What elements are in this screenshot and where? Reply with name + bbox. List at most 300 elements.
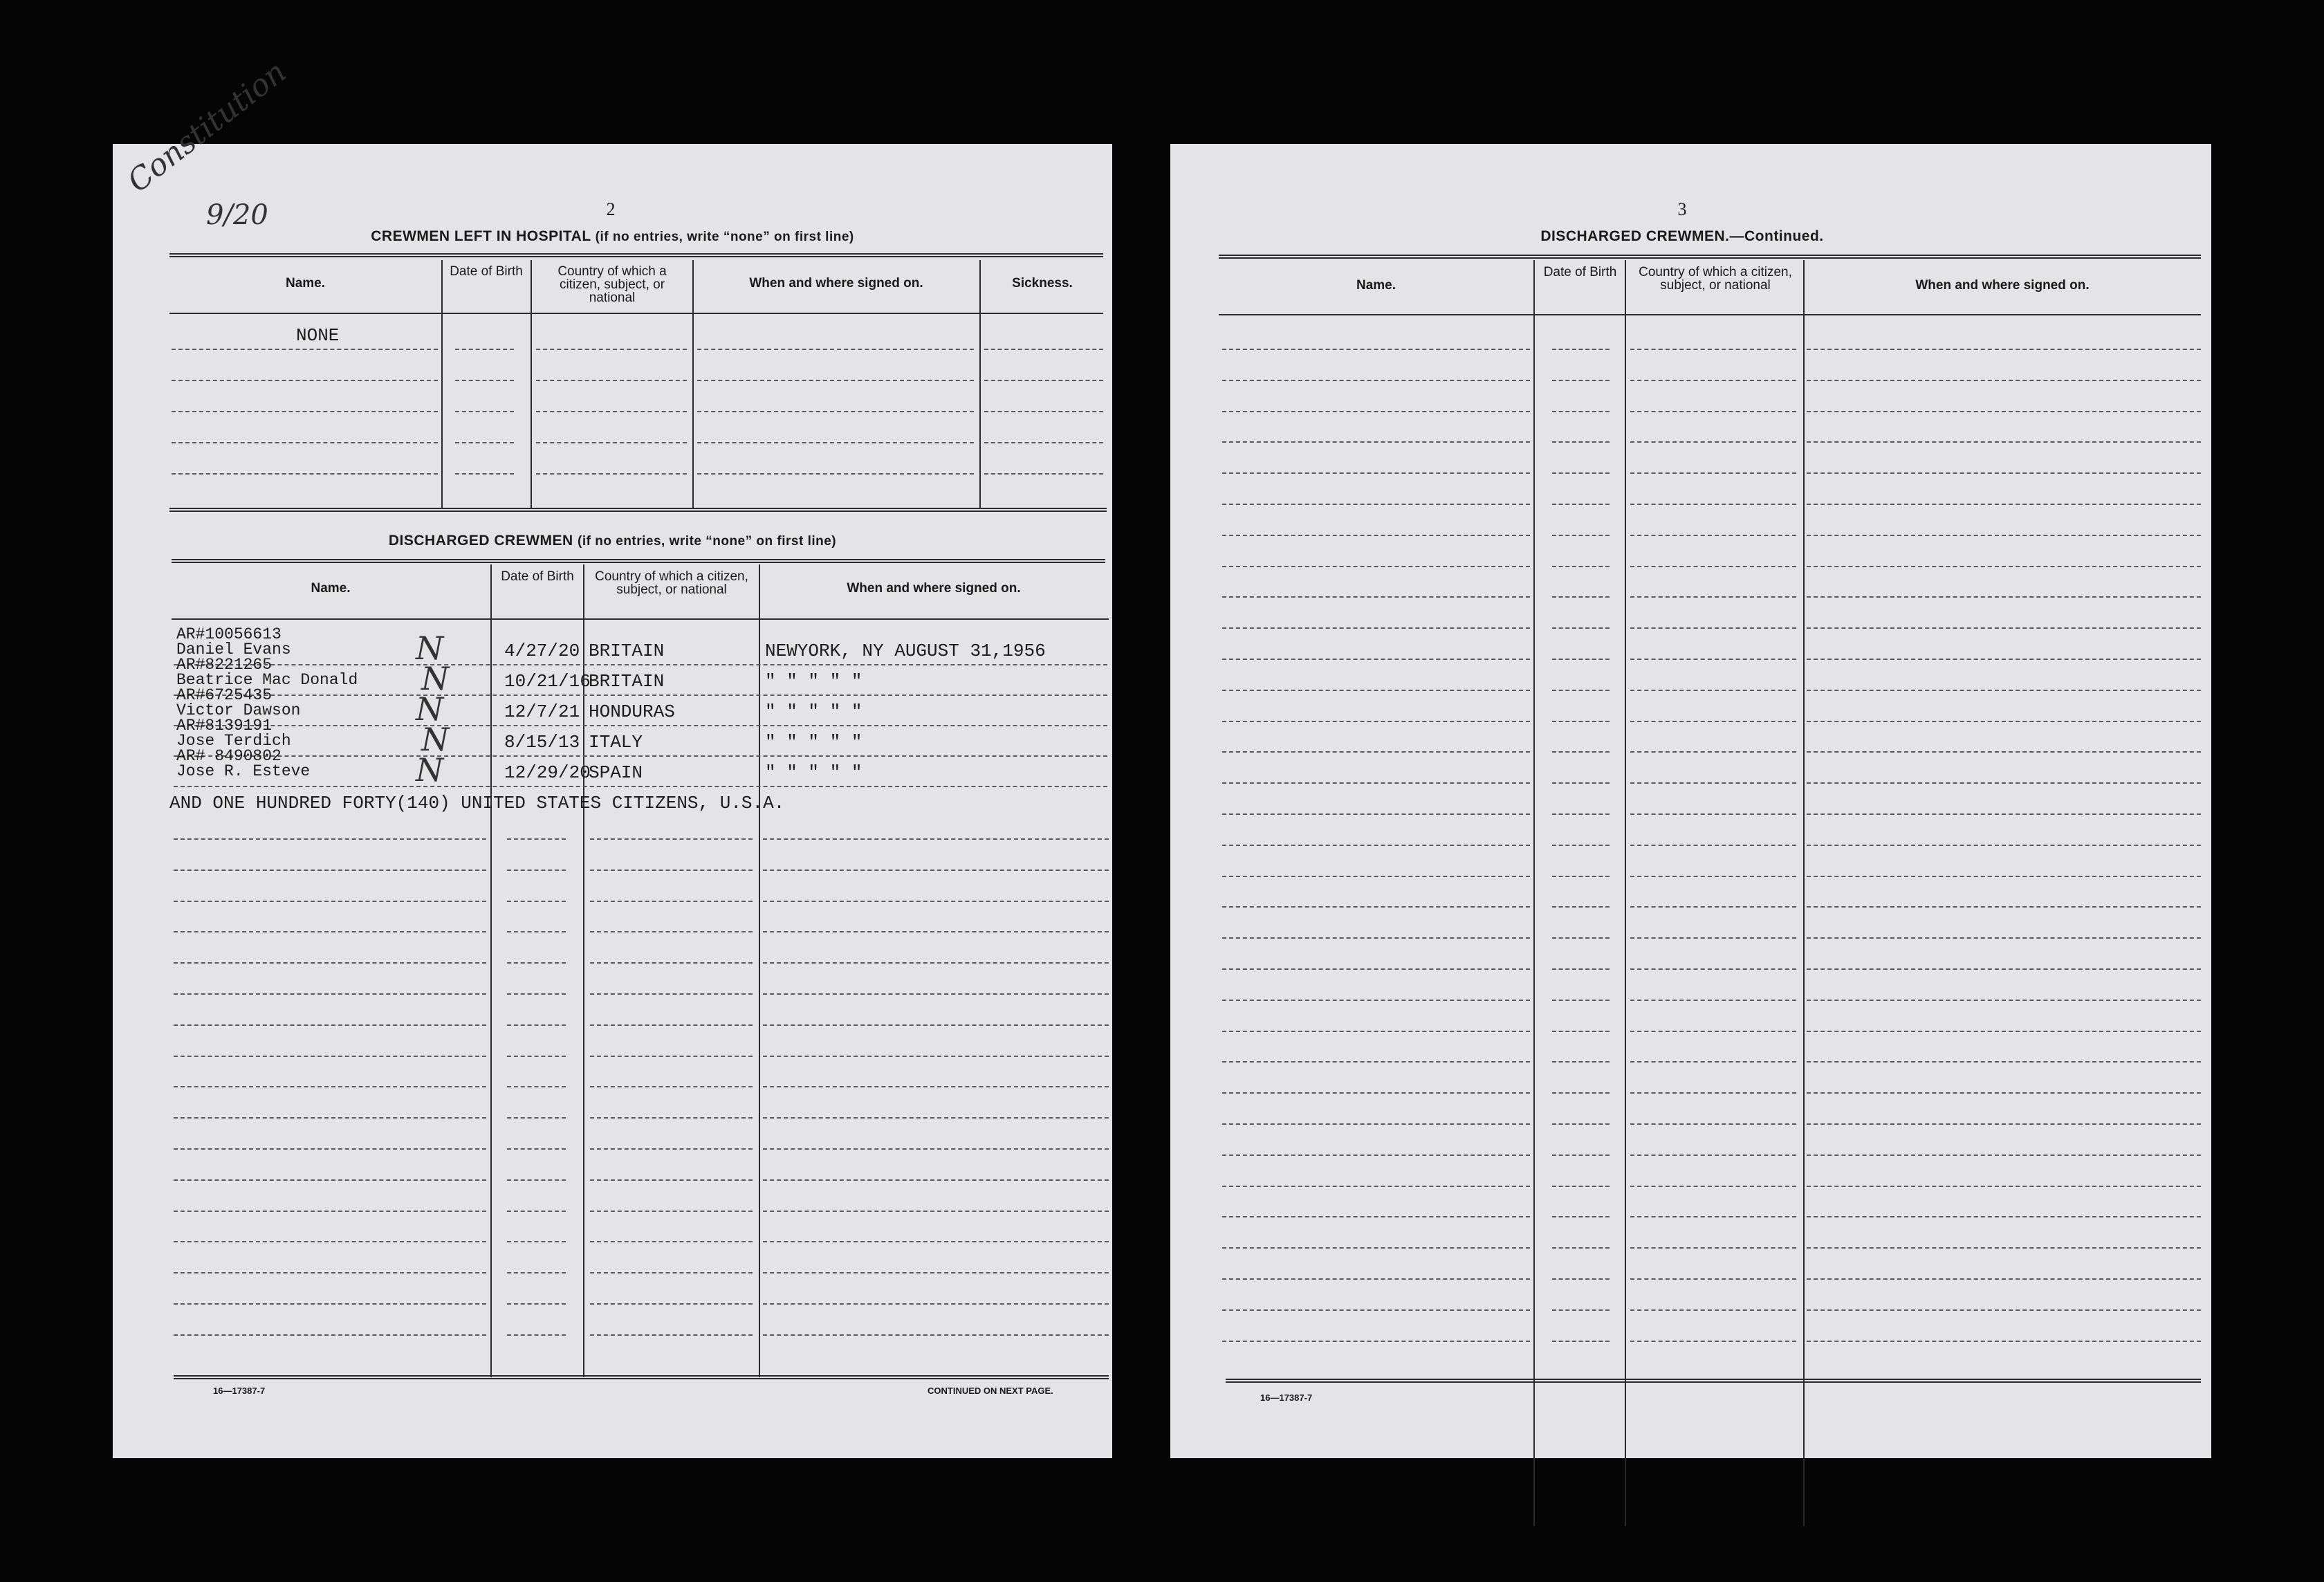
- ruled-line: [174, 1086, 486, 1087]
- discharged-col-name: Name.: [311, 581, 351, 596]
- crew-country: BRITAIN: [589, 671, 665, 692]
- ruled-line: [174, 931, 486, 932]
- ruled-line: [1552, 1123, 1610, 1125]
- ruled-line: [1807, 906, 2201, 908]
- crew-dob: 12/7/21: [504, 701, 580, 722]
- hospital-col-name: Name.: [285, 276, 326, 291]
- ruled-line: [1807, 1155, 2201, 1156]
- ruled-line: [1222, 1341, 1530, 1342]
- check-mark: N: [416, 690, 444, 728]
- ruled-line: [763, 1241, 1109, 1242]
- ruled-line: [174, 1148, 486, 1150]
- ruled-line: [1630, 690, 1796, 691]
- ruled-line: [1807, 566, 2201, 567]
- ruled-line: [1807, 349, 2201, 350]
- ruled-line: [1807, 380, 2201, 381]
- ruled-line: [1807, 1123, 2201, 1125]
- crew-id: AR# 8490802: [176, 747, 282, 765]
- crew-signed-on: NEWYORK, NY AUGUST 31,1956: [765, 641, 1046, 661]
- ruled-line: [1807, 721, 2201, 722]
- ruled-line: [174, 1303, 486, 1305]
- ruled-line: [1222, 1186, 1530, 1187]
- ruled-line: [1552, 472, 1610, 474]
- ruled-line: [984, 349, 1103, 350]
- ruled-line: [763, 1179, 1109, 1181]
- ruled-line: [1807, 596, 2201, 598]
- hospital-col-dob: Date of Birth: [450, 264, 523, 279]
- ruled-line: [1552, 690, 1610, 691]
- ruled-line: [507, 1303, 566, 1305]
- ruled-line: [763, 838, 1109, 840]
- discharged-top-rule: [172, 559, 1105, 563]
- ruled-line: [590, 1148, 753, 1150]
- ruled-line: [1222, 1123, 1530, 1125]
- ruled-line: [763, 870, 1109, 871]
- ruled-line: [1630, 659, 1796, 660]
- crew-signed-on: " " " " ": [765, 732, 863, 753]
- page-number: 2: [606, 199, 616, 219]
- ruled-line: [1630, 751, 1796, 753]
- ruled-line: [984, 442, 1103, 443]
- ruled-line: [1630, 627, 1796, 629]
- ruled-line: [1222, 627, 1530, 629]
- right-col-dob: Date of Birth: [1543, 265, 1617, 279]
- footer-form-code: 16—17387-7: [213, 1386, 266, 1396]
- ruled-line: [1222, 596, 1530, 598]
- ruled-line: [1807, 627, 2201, 629]
- ruled-line: [590, 993, 753, 995]
- ruled-line: [1807, 876, 2201, 877]
- hospital-col-country: Country of which a citizen, subject, or national: [557, 264, 667, 305]
- right-col-signed-on: When and where signed on.: [1915, 278, 2090, 293]
- crew-id: AR#6725435: [176, 686, 273, 704]
- ruled-line: [1807, 751, 2201, 753]
- ruled-line: [1552, 876, 1610, 877]
- ruled-line: [507, 1272, 566, 1273]
- ruled-line: [1807, 1247, 2201, 1249]
- right-bottom-rule: [1226, 1379, 2201, 1383]
- crew-dob: 10/21/16: [504, 671, 591, 692]
- ruled-line: [1552, 937, 1610, 939]
- ruled-line: [1552, 441, 1610, 443]
- crew-name: Victor Dawson: [176, 701, 301, 719]
- ruled-line: [590, 901, 753, 902]
- ruled-line: [590, 870, 753, 871]
- ruled-line: [590, 1272, 753, 1273]
- crew-country: SPAIN: [589, 762, 643, 783]
- ruled-line: [174, 1056, 486, 1057]
- ruled-line: [1630, 1123, 1796, 1125]
- ruled-line: [1807, 1309, 2201, 1311]
- crew-id: AR#8221265: [176, 656, 273, 674]
- discharged-col-divider: [490, 564, 492, 1377]
- ruled-line: [1552, 1186, 1610, 1187]
- hospital-col-divider: [441, 260, 443, 509]
- ruled-line: [697, 349, 974, 350]
- ruled-line: [1222, 472, 1530, 474]
- check-mark: N: [421, 660, 450, 697]
- ruled-line: [507, 1024, 566, 1026]
- ruled-line: [1807, 813, 2201, 815]
- ruled-line: [174, 786, 1107, 787]
- ruled-line: [1222, 1278, 1530, 1280]
- ruled-line: [507, 901, 566, 902]
- discharged-summary: AND ONE HUNDRED FORTY(140) UNITED STATES CITIZENS, U.S.A.: [169, 793, 785, 813]
- right-col-name: Name.: [1356, 278, 1396, 293]
- ruled-line: [1222, 721, 1530, 722]
- discharged-continued-title: DISCHARGED CREWMEN.—Continued.: [1540, 228, 1824, 244]
- discharged-col-signed-on: When and where signed on.: [847, 581, 1021, 596]
- ruled-line: [590, 1117, 753, 1119]
- crew-name: Jose Terdich: [176, 732, 291, 750]
- ruled-line: [1630, 472, 1796, 474]
- ruled-line: [507, 1179, 566, 1181]
- ruled-line: [507, 1117, 566, 1119]
- ruled-line: [172, 380, 438, 381]
- ruled-line: [1222, 1155, 1530, 1156]
- ruled-line: [1630, 1061, 1796, 1063]
- ruled-line: [590, 1303, 753, 1305]
- ruled-line: [1552, 1061, 1610, 1063]
- ruled-line: [763, 1303, 1109, 1305]
- ruled-line: [174, 1241, 486, 1242]
- right-col-divider: [1533, 260, 1535, 1526]
- right-col-country: Country of which a citizen, subject, or national: [1639, 265, 1792, 293]
- ruled-line: [1552, 596, 1610, 598]
- discharged-section-title: DISCHARGED CREWMEN (if no entries, write “none” on first line): [388, 533, 837, 549]
- ruled-line: [590, 1211, 753, 1212]
- ruled-line: [1630, 1216, 1796, 1217]
- ruled-line: [1222, 813, 1530, 815]
- ruled-line: [1552, 751, 1610, 753]
- crew-country: HONDURAS: [589, 701, 675, 722]
- ruled-line: [1552, 782, 1610, 784]
- ruled-line: [507, 870, 566, 871]
- ruled-line: [1222, 876, 1530, 877]
- footer-continued: CONTINUED ON NEXT PAGE.: [928, 1386, 1053, 1396]
- margin-note-date: 9/20: [206, 199, 268, 231]
- ruled-line: [1807, 1341, 2201, 1342]
- ruled-line: [174, 1117, 486, 1119]
- ruled-line: [1807, 690, 2201, 691]
- ruled-line: [1807, 1278, 2201, 1280]
- ruled-line: [507, 1056, 566, 1057]
- ruled-line: [1222, 659, 1530, 660]
- ruled-line: [507, 1241, 566, 1242]
- ruled-line: [1630, 1031, 1796, 1032]
- ruled-line: [1630, 1155, 1796, 1156]
- ruled-line: [1552, 968, 1610, 970]
- ruled-line: [172, 349, 438, 350]
- ruled-line: [1807, 1000, 2201, 1001]
- ruled-line: [1807, 659, 2201, 660]
- ruled-line: [1552, 1216, 1610, 1217]
- ruled-line: [590, 1056, 753, 1057]
- ruled-line: [1807, 441, 2201, 443]
- crew-name: Daniel Evans: [176, 641, 291, 659]
- ruled-line: [1552, 1031, 1610, 1032]
- ruled-line: [1222, 937, 1530, 939]
- hospital-col-divider: [692, 260, 694, 509]
- ruled-line: [1630, 411, 1796, 412]
- ruled-line: [1552, 1309, 1610, 1311]
- ruled-line: [1630, 1000, 1796, 1001]
- ruled-line: [1807, 782, 2201, 784]
- ruled-line: [1630, 1247, 1796, 1249]
- ruled-line: [1552, 1000, 1610, 1001]
- ruled-line: [174, 1024, 486, 1026]
- ruled-line: [1630, 1186, 1796, 1187]
- ruled-line: [1552, 721, 1610, 722]
- ruled-line: [1222, 411, 1530, 412]
- ruled-line: [590, 1024, 753, 1026]
- ruled-line: [507, 931, 566, 932]
- crew-signed-on: " " " " ": [765, 762, 863, 783]
- ruled-line: [1630, 596, 1796, 598]
- ruled-line: [763, 993, 1109, 995]
- ruled-line: [1630, 876, 1796, 877]
- ruled-line: [763, 962, 1109, 964]
- ruled-line: [1222, 782, 1530, 784]
- ruled-line: [1630, 845, 1796, 846]
- page-number: 3: [1677, 199, 1687, 219]
- hospital-col-sickness: Sickness.: [1012, 276, 1073, 291]
- ruled-line: [1807, 937, 2201, 939]
- ruled-line: [174, 1334, 486, 1336]
- hospital-col-signed-on: When and where signed on.: [749, 276, 923, 291]
- crew-country: BRITAIN: [589, 641, 665, 661]
- ruled-line: [697, 411, 974, 412]
- ruled-line: [174, 962, 486, 964]
- ruled-line: [1552, 535, 1610, 536]
- ruled-line: [1552, 906, 1610, 908]
- check-mark: N: [416, 629, 444, 667]
- ruled-line: [697, 473, 974, 475]
- ruled-line: [1630, 380, 1796, 381]
- ruled-line: [172, 473, 438, 475]
- ruled-line: [1222, 1000, 1530, 1001]
- ruled-line: [536, 473, 687, 475]
- ruled-line: [763, 901, 1109, 902]
- ruled-line: [590, 962, 753, 964]
- ruled-line: [1222, 1247, 1530, 1249]
- ruled-line: [697, 380, 974, 381]
- ruled-line: [1630, 782, 1796, 784]
- ruled-line: [1630, 1278, 1796, 1280]
- ruled-line: [697, 442, 974, 443]
- crew-country: ITALY: [589, 732, 643, 753]
- ruled-line: [174, 901, 486, 902]
- ruled-line: [1222, 1309, 1530, 1311]
- ruled-line: [174, 993, 486, 995]
- ruled-line: [455, 442, 514, 443]
- ruled-line: [174, 1179, 486, 1181]
- ruled-line: [1630, 1309, 1796, 1311]
- ruled-line: [507, 1211, 566, 1212]
- ruled-line: [1630, 535, 1796, 536]
- ruled-line: [1552, 627, 1610, 629]
- ruled-line: [507, 1334, 566, 1336]
- ruled-line: [590, 1241, 753, 1242]
- right-col-divider: [1625, 260, 1626, 1526]
- ruled-line: [1807, 968, 2201, 970]
- ruled-line: [507, 1086, 566, 1087]
- ruled-line: [1807, 472, 2201, 474]
- ruled-line: [1630, 441, 1796, 443]
- ruled-line: [1222, 1031, 1530, 1032]
- ruled-line: [1630, 721, 1796, 722]
- ruled-line: [1552, 504, 1610, 505]
- ruled-line: [536, 349, 687, 350]
- discharged-col-dob: Date of Birth: [501, 569, 574, 584]
- ruled-line: [1222, 349, 1530, 350]
- ruled-line: [1630, 813, 1796, 815]
- ruled-line: [174, 1211, 486, 1212]
- ruled-line: [1552, 349, 1610, 350]
- check-mark: N: [421, 721, 450, 758]
- ruled-line: [174, 870, 486, 871]
- ruled-line: [763, 1086, 1109, 1087]
- ruled-line: [1222, 380, 1530, 381]
- ruled-line: [174, 725, 1107, 726]
- right-header-rule: [1219, 314, 2201, 315]
- ruled-line: [763, 1272, 1109, 1273]
- ruled-line: [763, 1334, 1109, 1336]
- ruled-line: [590, 838, 753, 840]
- ruled-line: [1807, 535, 2201, 536]
- ruled-line: [1222, 441, 1530, 443]
- ruled-line: [763, 931, 1109, 932]
- ruled-line: [174, 838, 486, 840]
- ruled-line: [763, 1117, 1109, 1119]
- ruled-line: [1807, 1031, 2201, 1032]
- ruled-line: [1552, 411, 1610, 412]
- crew-id: AR#10056613: [176, 625, 282, 643]
- right-footer-form-code: 16—17387-7: [1260, 1392, 1313, 1403]
- ruled-line: [174, 695, 1107, 696]
- ruled-line: [536, 411, 687, 412]
- ruled-line: [1807, 1186, 2201, 1187]
- ruled-line: [1222, 690, 1530, 691]
- ruled-line: [1807, 504, 2201, 505]
- ruled-line: [1552, 1155, 1610, 1156]
- hospital-bottom-rule: [169, 508, 1107, 512]
- discharged-col-divider: [759, 564, 760, 1377]
- crew-dob: 4/27/20: [504, 641, 580, 661]
- crew-name: Beatrice Mac Donald: [176, 671, 358, 689]
- ruled-line: [1630, 968, 1796, 970]
- hospital-col-divider: [979, 260, 981, 509]
- right-col-divider: [1803, 260, 1805, 1526]
- hospital-header-rule: [169, 313, 1103, 314]
- ruled-line: [1552, 659, 1610, 660]
- ruled-line: [1552, 845, 1610, 846]
- ruled-line: [1630, 937, 1796, 939]
- ruled-line: [984, 411, 1103, 412]
- ruled-line: [1630, 566, 1796, 567]
- hospital-col-divider: [531, 260, 532, 509]
- ruled-line: [1552, 813, 1610, 815]
- ruled-line: [507, 838, 566, 840]
- ruled-line: [174, 664, 1107, 665]
- ruled-line: [1552, 380, 1610, 381]
- check-mark: N: [416, 751, 444, 789]
- ruled-line: [455, 473, 514, 475]
- ruled-line: [984, 473, 1103, 475]
- right-page: [1170, 144, 2211, 1458]
- crew-name: Jose R. Esteve: [176, 762, 311, 780]
- discharged-bottom-rule: [174, 1375, 1109, 1379]
- ruled-line: [1630, 906, 1796, 908]
- ruled-line: [1222, 1216, 1530, 1217]
- ruled-line: [1807, 411, 2201, 412]
- hospital-entry: NONE: [296, 325, 340, 346]
- crew-dob: 12/29/20: [504, 762, 591, 783]
- left-page: [113, 54, 1112, 1458]
- ruled-line: [174, 755, 1107, 757]
- ruled-line: [590, 1179, 753, 1181]
- hospital-top-rule: [169, 253, 1103, 257]
- ruled-line: [1552, 1247, 1610, 1249]
- ruled-line: [1630, 349, 1796, 350]
- ruled-line: [1552, 566, 1610, 567]
- discharged-header-rule: [172, 618, 1109, 620]
- hospital-section-title: CREWMEN LEFT IN HOSPITAL (if no entries, write “none” on first line): [371, 228, 854, 244]
- ruled-line: [763, 1024, 1109, 1026]
- ruled-line: [1552, 1341, 1610, 1342]
- margin-note: Constitution: [121, 54, 293, 200]
- ruled-line: [1630, 504, 1796, 505]
- crew-signed-on: " " " " ": [765, 671, 863, 692]
- ruled-line: [1807, 845, 2201, 846]
- ruled-line: [1222, 504, 1530, 505]
- ruled-line: [1630, 1092, 1796, 1094]
- ruled-line: [590, 931, 753, 932]
- ruled-line: [590, 1334, 753, 1336]
- ruled-line: [1222, 751, 1530, 753]
- ruled-line: [1222, 845, 1530, 846]
- ruled-line: [1222, 535, 1530, 536]
- ruled-line: [1552, 1092, 1610, 1094]
- ruled-line: [763, 1056, 1109, 1057]
- ruled-line: [536, 442, 687, 443]
- crew-dob: 8/15/13: [504, 732, 580, 753]
- ruled-line: [174, 1272, 486, 1273]
- ruled-line: [1222, 968, 1530, 970]
- ruled-line: [507, 993, 566, 995]
- ruled-line: [763, 1148, 1109, 1150]
- ruled-line: [1630, 1341, 1796, 1342]
- discharged-col-country: Country of which a citizen, subject, or national: [595, 569, 748, 597]
- ruled-line: [455, 349, 514, 350]
- ruled-line: [507, 962, 566, 964]
- ruled-line: [1807, 1061, 2201, 1063]
- ruled-line: [507, 1148, 566, 1150]
- right-top-rule: [1219, 255, 2201, 259]
- crew-signed-on: " " " " ": [765, 701, 863, 722]
- ruled-line: [1552, 1278, 1610, 1280]
- ruled-line: [1222, 566, 1530, 567]
- ruled-line: [172, 411, 438, 412]
- ruled-line: [455, 380, 514, 381]
- ruled-line: [763, 1211, 1109, 1212]
- ruled-line: [984, 380, 1103, 381]
- ruled-line: [536, 380, 687, 381]
- crew-id: AR#8139191: [176, 717, 273, 735]
- ruled-line: [455, 411, 514, 412]
- ruled-line: [1222, 906, 1530, 908]
- ruled-line: [1222, 1092, 1530, 1094]
